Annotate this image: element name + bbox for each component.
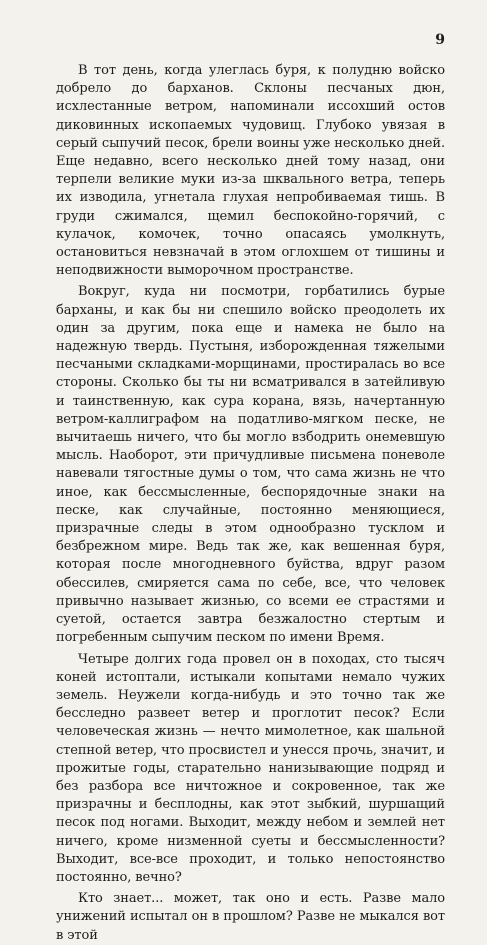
paragraph: Кто знает... может, так оно и есть. Разве мало унижений испытал он в прошлом? Разве не мыкался вот в этой (56, 891, 445, 943)
paragraph: Вокруг, куда ни посмотри, горбатились бурые барханы, и как бы ни спешило войско преодолеть их один за другим, пока еще и намека не было на надежную твердь. Пустыня, изборожденная тяжелыми песчаными складками-морщинами, простиралась во все стороны. Сколько бы ты ни всматривался в затейливую и таинственную, как сура корана, вязь, начертанную ветром-каллиграфом на податливо-мягком песке, не вычитаешь ничего, что бы могло взбодрить онемевшую мысль. Наоборот, эти причудливые письмена поневоле навевали тягостные думы о том, что сама жизнь не что иное, как бессмысленные, беспорядочные знаки на песке, как случайные, постоянно меняющиеся, призрачные следы в этом однообразно тусклом и безбрежном мире. Ведь так же, как вешенная буря, которая после многодневного буйства, вдруг разом обессилев, смиряется сама по себе, все, что человек привычно называет жизнью, со всеми ее страстями и суетой, остается завтра безжалостно стертым и погребенным сыпучим песком по имени Время. (56, 284, 445, 646)
paragraph: В тот день, когда улеглась буря, к полудню войско добрело до барханов. Склоны песчаных дюн, исхлестанные ветром, напоминали иссохший остов диковинных ископаемых чудовищ. Глубоко увязая в серый сыпучий песок, брели воины уже несколько дней. Еще недавно, всего несколько дней тому назад, они терпели великие муки из-за шквального ветра, теперь их изводила, угнетала глухая непробиваемая тишь. В груди сжимался, щемил беспокойно-горячий, с кулачок, комочек, точно опасаясь умолкнуть, остановиться невзначай в этом оглохшем от тишины и неподвижности выморочном пространстве. (56, 63, 445, 279)
text-body (56, 62, 445, 945)
paragraph: Четыре долгих года провел он в походах, сто тысяч коней истоптали, истыкали копытами немало чужих земель. Неужели когда-нибудь и это точно так же бесследно развеет ветер и проглотит песок? Если человеческая жизнь — нечто мимолетное, как шальной степной ветер, что просвистел и унесся прочь, значит, и прожитые годы, старательно нанизывающие подряд и без разбора все ничтожное и сокровенное, так же призрачны и бесплодны, как этот зыбкий, шуршащий песок под ногами. Выходит, между небом и землей нет ничего, кроме низменной суеты и бессмысленности? Выходит, все-все проходит, и только непостоянство постоянно, вечно? (56, 651, 445, 885)
page-number: 9 (435, 32, 445, 48)
